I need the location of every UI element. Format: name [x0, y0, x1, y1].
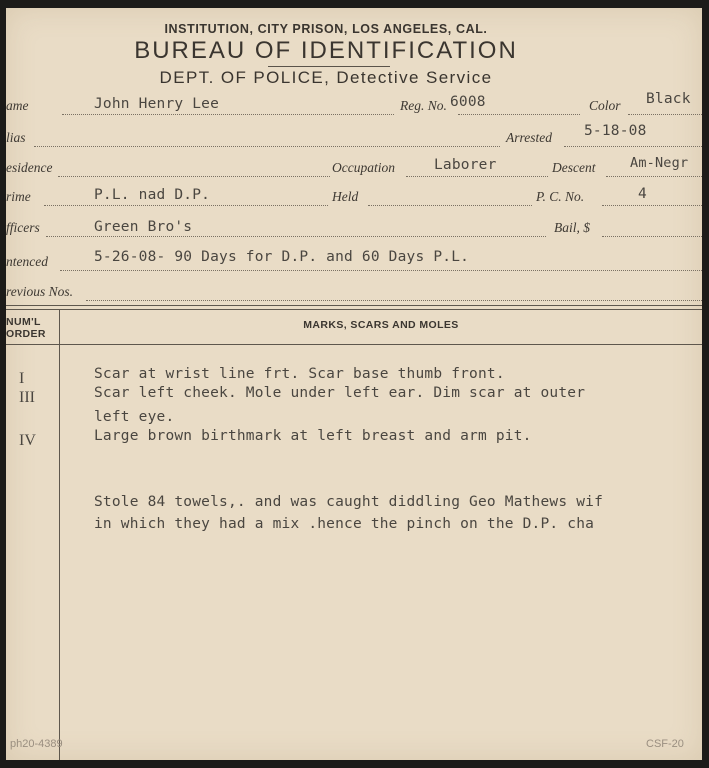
reg-no-label: Reg. No.	[400, 98, 447, 113]
reg-no-value: 6008	[450, 94, 486, 110]
arrested-line	[564, 146, 702, 147]
catalog-number: ph20-4389	[10, 738, 63, 750]
mark-text: left eye.	[94, 409, 175, 425]
bail-label: Bail, $	[554, 220, 590, 235]
pc-no-line	[602, 205, 702, 206]
color-value: Black	[646, 91, 691, 107]
bureau-title: BUREAU OF IDENTIFICATION	[134, 37, 518, 64]
row-order: III	[19, 389, 35, 406]
collection-code: CSF-20	[646, 738, 684, 750]
table-top-rule-inner	[6, 309, 702, 310]
held-label: Held	[332, 189, 359, 204]
crime-line	[44, 205, 328, 206]
sentenced-line	[60, 270, 702, 271]
note-line: Stole 84 towels,. and was caught diddling Geo Mathews wif	[94, 494, 603, 510]
bail-line	[602, 236, 702, 237]
sentenced-value: 5-26-08- 90 Days for D.P. and 60 Days P.L.	[94, 249, 470, 265]
crime-value: P.L. nad D.P.	[94, 187, 211, 203]
descent-line	[606, 176, 702, 177]
institution-line: INSTITUTION, CITY PRISON, LOS ANGELES, CAL.	[164, 22, 488, 36]
arrested-label: Arrested	[506, 130, 552, 145]
sentenced-label: ntenced	[6, 254, 48, 269]
marks-header: MARKS, SCARS AND MOLES	[303, 319, 459, 331]
held-line	[368, 205, 532, 206]
alias-label: lias	[6, 130, 26, 145]
officers-label: fficers	[6, 220, 40, 235]
title-rule	[268, 66, 390, 67]
reg-no-line	[458, 114, 580, 115]
row-order: IV	[19, 432, 36, 449]
color-label: Color	[589, 98, 621, 113]
officers-value: Green Bro's	[94, 219, 193, 235]
color-line	[628, 114, 702, 115]
arrested-value: 5-18-08	[584, 123, 647, 139]
previous-nos-line	[86, 300, 702, 301]
occupation-label: Occupation	[332, 160, 395, 175]
officers-line	[46, 236, 546, 237]
table-header-rule	[6, 344, 702, 345]
occupation-value: Laborer	[434, 157, 497, 173]
pc-no-value: 4	[638, 186, 647, 202]
num-order-header: NUM'L ORDER	[6, 316, 46, 340]
mark-text: Scar left cheek. Mole under left ear. Dim scar at outer	[94, 385, 586, 401]
table-top-rule	[6, 305, 702, 306]
alias-line	[34, 146, 500, 147]
mark-text: Large brown birthmark at left breast and arm pit.	[94, 428, 532, 444]
name-value: John Henry Lee	[94, 96, 220, 112]
identification-card	[6, 8, 702, 760]
pc-no-label: P. C. No.	[536, 189, 585, 204]
mark-text: Scar at wrist line frt. Scar base thumb front.	[94, 366, 505, 382]
name-line	[62, 114, 394, 115]
crime-label: rime	[6, 189, 31, 204]
descent-value: Am-Negr	[630, 155, 689, 171]
row-order: I	[19, 370, 25, 387]
name-label: ame	[6, 98, 29, 113]
descent-label: Descent	[552, 160, 596, 175]
note-line: in which they had a mix .hence the pinch on the D.P. cha	[94, 516, 595, 532]
residence-label: esidence	[6, 160, 53, 175]
previous-nos-label: revious Nos.	[6, 284, 73, 299]
occupation-line	[406, 176, 548, 177]
department-line: DEPT. OF POLICE, Detective Service	[159, 68, 493, 87]
table-column-divider	[59, 309, 60, 760]
residence-line	[58, 176, 330, 177]
